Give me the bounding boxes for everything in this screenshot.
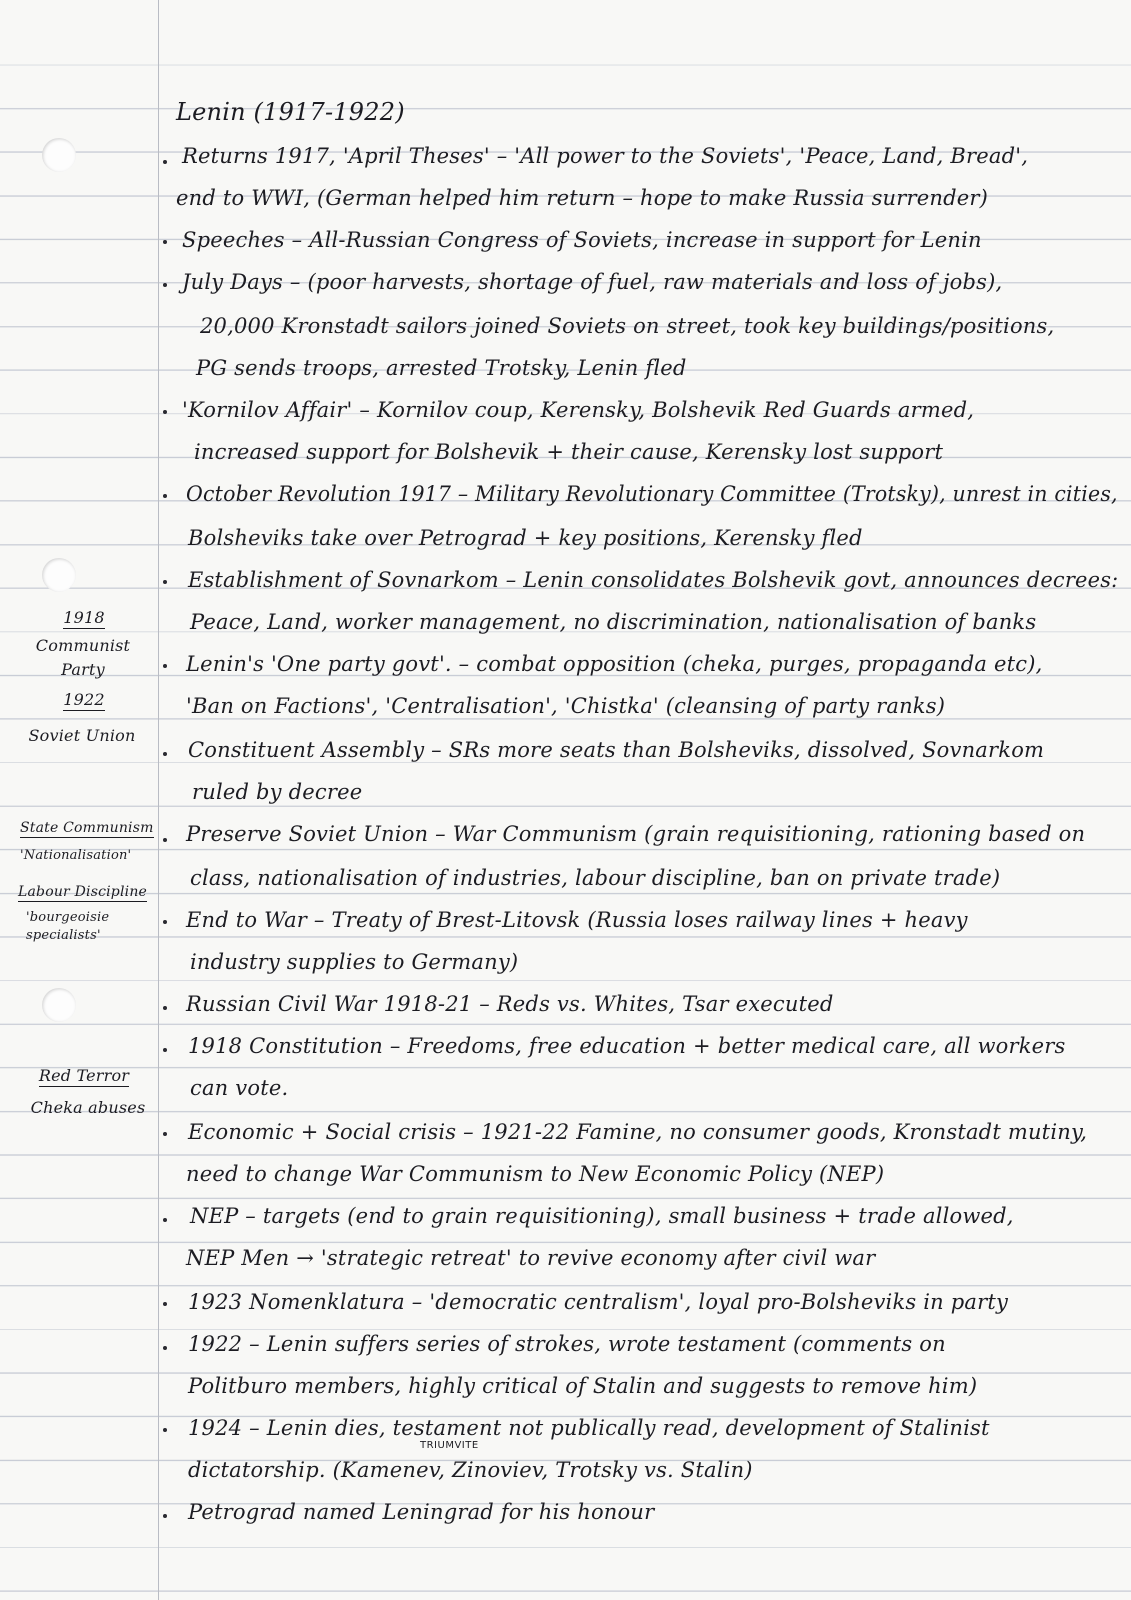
note-line: Constituent Assembly – SRs more seats than Bolsheviks, dissolved, Sovnarkom — [188, 738, 1045, 762]
sidenote-cheka-abuses: Cheka abuses — [30, 1098, 146, 1117]
bullet — [163, 1132, 167, 1136]
note-line: October Revolution 1917 – Military Revolutionary Committee (Trotsky), unrest in cities, — [186, 482, 1118, 506]
sidenote-red-terror-text: Red Terror — [38, 1066, 130, 1085]
sidenote-state-communism-text: State Communism — [20, 820, 154, 836]
sidenote-1918-text: 1918 — [63, 608, 105, 627]
sidenote-1922-text: 1922 — [63, 690, 105, 709]
note-line: 1918 Constitution – Freedoms, free education + better medical care, all workers — [188, 1034, 1066, 1058]
note-line: July Days – (poor harvests, shortage of fuel, raw materials and loss of jobs), — [182, 270, 1003, 294]
punch-hole — [42, 558, 76, 592]
note-line: increased support for Bolshevik + their cause, Kerensky lost support — [194, 440, 944, 464]
note-line: class, nationalisation of industries, labour discipline, ban on private trade) — [190, 866, 1001, 890]
sidenote-specialists: specialists' — [26, 928, 101, 943]
note-line: PG sends troops, arrested Trotsky, Lenin fled — [196, 356, 687, 380]
note-line: Politburo members, highly critical of Stalin and suggests to remove him) — [188, 1374, 978, 1398]
note-line: Speeches – All-Russian Congress of Soviets, increase in support for Lenin — [182, 228, 982, 252]
sidenote-nationalisation: 'Nationalisation' — [20, 848, 132, 863]
note-line: 'Kornilov Affair' – Kornilov coup, Kerensky, Bolshevik Red Guards armed, — [182, 398, 975, 422]
punch-hole — [42, 138, 76, 172]
note-line: Peace, Land, worker management, no discrimination, nationalisation of banks — [190, 610, 1037, 634]
bullet — [163, 1048, 167, 1052]
note-line: industry supplies to Germany) — [190, 950, 519, 974]
sidenote-red-terror — [24, 1066, 144, 1085]
note-line: end to WWI, (German helped him return – hope to make Russia surrender) — [176, 186, 989, 210]
note-line: Petrograd named Leningrad for his honour — [188, 1500, 655, 1524]
bullet — [163, 240, 167, 244]
note-line: Bolsheviks take over Petrograd + key positions, Kerensky fled — [188, 526, 863, 550]
note-line: End to War – Treaty of Brest-Litovsk (Russia loses railway lines + heavy — [186, 908, 968, 932]
sidenote-party: Party — [61, 660, 105, 679]
note-line: 1924 – Lenin dies, testament not publically read, development of Stalinist — [188, 1416, 990, 1440]
margin-line — [158, 0, 159, 1600]
bullet — [163, 1514, 167, 1518]
bullet — [163, 410, 167, 414]
note-line: Lenin's 'One party govt'. – combat opposition (cheka, purges, propaganda etc), — [186, 652, 1043, 676]
bullet — [163, 664, 167, 668]
sidenote-soviet-union: Soviet Union — [28, 726, 136, 745]
bullet — [163, 580, 167, 584]
bullet — [163, 920, 167, 924]
note-line: ruled by decree — [192, 780, 363, 804]
bullet — [163, 1006, 167, 1010]
note-line: NEP – targets (end to grain requisitioning), small business + trade allowed, — [190, 1204, 1014, 1228]
bullet — [163, 160, 167, 164]
bullet — [163, 1346, 167, 1350]
triumvite-annotation: TRIUMVITE — [420, 1440, 479, 1451]
bullet — [163, 1302, 167, 1306]
page-title: Lenin (1917-1922) — [176, 98, 405, 126]
bullet — [163, 494, 167, 498]
punch-hole — [42, 988, 76, 1022]
note-line: 1922 – Lenin suffers series of strokes, wrote testament (comments on — [188, 1332, 946, 1356]
sidenote-bourgeoisie: 'bourgeoisie — [26, 910, 110, 925]
note-line: need to change War Communism to New Economic Policy (NEP) — [186, 1162, 885, 1186]
sidenote-labour-discipline — [18, 884, 147, 900]
note-line: Russian Civil War 1918-21 – Reds vs. Whites, Tsar executed — [186, 992, 834, 1016]
note-line: 'Ban on Factions', 'Centralisation', 'Chistka' (cleansing of party ranks) — [186, 694, 946, 718]
note-line: can vote. — [190, 1076, 289, 1100]
bullet — [163, 752, 167, 756]
bullet — [163, 1218, 167, 1222]
note-line: Preserve Soviet Union – War Communism (grain requisitioning, rationing based on — [186, 822, 1086, 846]
note-line: 1923 Nomenklatura – 'democratic centralism', loyal pro-Bolsheviks in party — [188, 1290, 1009, 1314]
sidenote-communist: Communist — [35, 636, 131, 655]
note-line: dictatorship. (Kamenev, Zinoviev, Trotsky vs. Stalin) — [188, 1458, 753, 1482]
note-line: Returns 1917, 'April Theses' – 'All power to the Soviets', 'Peace, Land, Bread', — [182, 144, 1029, 168]
note-line: NEP Men → 'strategic retreat' to revive economy after civil war — [186, 1246, 876, 1270]
bullet — [163, 283, 167, 287]
note-line: Establishment of Sovnarkom – Lenin consolidates Bolshevik govt, announces decrees: — [188, 568, 1119, 592]
note-line: Economic + Social crisis – 1921-22 Famine, no consumer goods, Kronstadt mutiny, — [188, 1120, 1088, 1144]
sidenote-1918 — [44, 608, 124, 627]
bullet — [163, 1428, 167, 1432]
bullet — [163, 838, 167, 842]
note-line: 20,000 Kronstadt sailors joined Soviets on street, took key buildings/positions, — [200, 314, 1055, 338]
sidenote-state-communism — [20, 820, 152, 836]
sidenote-1922 — [44, 690, 124, 709]
sidenote-labour-discipline-text: Labour Discipline — [18, 884, 148, 900]
